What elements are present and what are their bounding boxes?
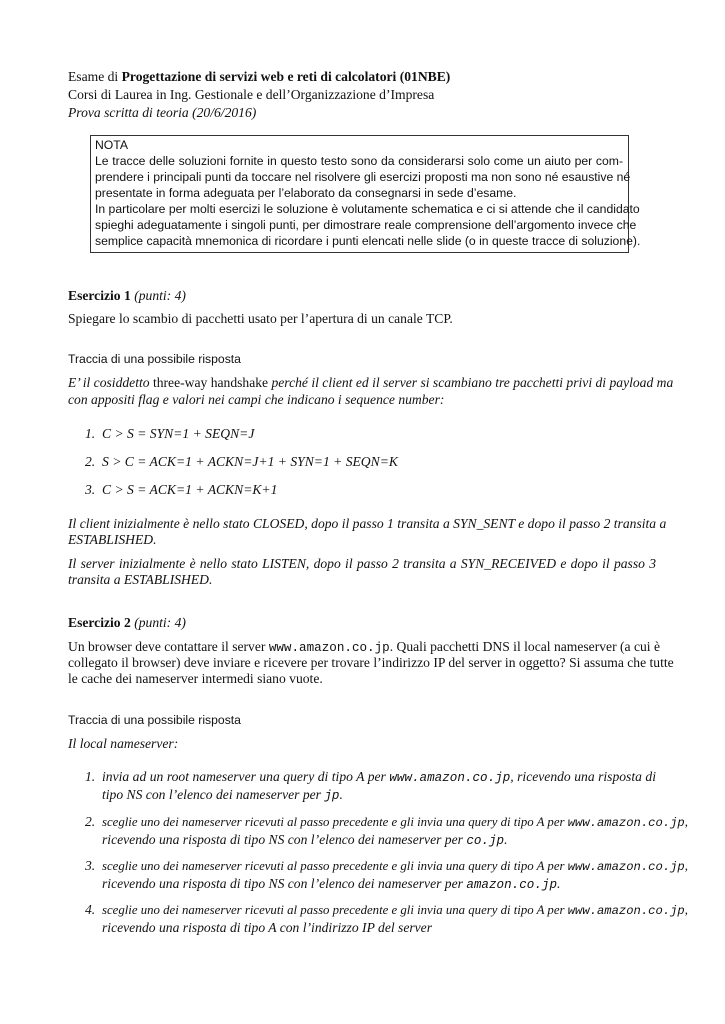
handshake-step-number: 3. [85, 482, 96, 497]
exercise-1-trace-label: Traccia di una possibile risposta [68, 352, 241, 366]
hostname: amazon.co.jp [466, 878, 558, 892]
dns-step-number: 3. [85, 858, 96, 873]
exercise-1-intro [68, 374, 674, 392]
client-states-line2: ESTABLISHED. [68, 532, 157, 547]
exercise-1-heading [68, 287, 186, 305]
exercise-2-label: Esercizio 2 [68, 615, 131, 630]
exercise-2-heading [68, 614, 186, 632]
hostname: www.amazon.co.jp [567, 904, 685, 918]
hostname: www.amazon.co.jp [389, 771, 511, 785]
exercise-2-question-line3: le cache dei nameserver intermedi siano vuote. [68, 671, 323, 686]
hostname: www.amazon.co.jp [567, 860, 685, 874]
note-line: presentate in forma adeguata per l’elaborato da consegnarsi in sede d’esame. [95, 186, 517, 200]
dns-step [102, 901, 702, 920]
hostname: www.amazon.co.jp [567, 816, 685, 830]
dns-step-text: , [684, 903, 688, 917]
dns-step-line2 [102, 831, 508, 850]
dns-step-line2 [102, 875, 560, 894]
question-text: Un browser deve contattare il server [68, 639, 269, 654]
dns-step-line2 [102, 786, 343, 805]
server-states: Il server inizialmente è nello stato LISTEN, dopo il passo 2 transita a SYN_RECEIVED e dopo il passo 3 [68, 556, 656, 571]
dns-step-number: 4. [85, 902, 96, 917]
exercise-2-question-line2: collegato il browser) deve inviare e ricevere per trovare l’indirizzo IP del server in oggetto? Si assuma che tutte [68, 655, 674, 670]
dns-step-text: sceglie uno dei nameserver ricevuti al passo precedente e gli invia una query di tipo A per [102, 815, 568, 829]
hostname: jp [324, 789, 340, 803]
note-line: In particolare per molti esercizi le soluzione è volutamente schematica e ci si attende che il candidato [95, 202, 640, 216]
dns-step-text: , [684, 815, 688, 829]
dns-step-text: sceglie uno dei nameserver ricevuti al passo precedente e gli invia una query di tipo A per [102, 859, 568, 873]
exercise-2-points: (punti: 4) [134, 615, 186, 630]
exercise-2-trace-label: Traccia di una possibile risposta [68, 713, 241, 727]
intro-text: perché il client ed il server si scambiano tre pacchetti privi di payload ma [268, 375, 674, 390]
exam-title [68, 68, 450, 86]
degree-line: Corsi di Laurea in Ing. Gestionale e dell’Organizzazione d’Impresa [68, 87, 435, 102]
note-line: spieghi adeguatamente i singoli punti, per dimostrare reale comprensione dell’argomento invece che [95, 218, 637, 232]
handshake-step: C > S = SYN=1 + SEQN=J [102, 426, 255, 441]
dns-step-line2: ricevendo una risposta di tipo A con l’indirizzo IP del server [102, 920, 432, 935]
dns-step [102, 768, 656, 787]
exercise-1-intro-line2: con appositi flag e valori nei campi che indicano i sequence number: [68, 392, 445, 407]
intro-text: E’ il cosiddetto [68, 375, 153, 390]
note-line: semplice capacità mnemonica di ricordare i punti elencati nelle slide (o in queste tracce di soluzione). [95, 234, 641, 248]
dns-step-text: . [557, 876, 561, 891]
dns-step-text: sceglie uno dei nameserver ricevuti al passo precedente e gli invia una query di tipo A per [102, 903, 568, 917]
exercise-2-intro: Il local nameserver: [68, 736, 179, 751]
intro-term: three-way handshake [152, 375, 269, 390]
test-date: Prova scritta di teoria (20/6/2016) [68, 105, 257, 120]
note-line: Le tracce delle soluzioni fornite in questo testo sono da considerarsi solo come un aiuto per com- [95, 154, 623, 168]
dns-step-text: tipo NS con l’elenco dei nameserver per [102, 787, 325, 802]
dns-step-number: 2. [85, 814, 96, 829]
dns-step-text: ricevendo una risposta di tipo NS con l’elenco dei nameserver per [102, 876, 467, 891]
handshake-step-number: 1. [85, 426, 96, 441]
dns-step-text: , ricevendo una risposta di [510, 769, 656, 784]
handshake-step: S > C = ACK=1 + ACKN=J+1 + SYN=1 + SEQN=K [102, 454, 398, 469]
dns-step [102, 857, 702, 876]
exercise-1-question: Spiegare lo scambio di pacchetti usato per l’apertura di un canale TCP. [68, 311, 453, 326]
dns-step-text: invia ad un root nameserver una query di tipo A per [102, 769, 390, 784]
note-line: prendere i principali punti da toccare nel risolvere gli esercizi proposti ma non sono né esaustive né [95, 170, 631, 184]
dns-step-number: 1. [85, 769, 96, 784]
hostname: www.amazon.co.jp [268, 641, 390, 655]
question-text: . Quali pacchetti DNS il local nameserver (a cui è [389, 639, 660, 654]
course-title: Progettazione di servizi web e reti di calcolatori (01NBE) [121, 69, 451, 84]
dns-step-text: , [684, 859, 688, 873]
dns-step-text: . [339, 787, 343, 802]
note-title: NOTA [95, 138, 128, 152]
handshake-step: C > S = ACK=1 + ACKN=K+1 [102, 482, 278, 497]
exercise-1-label: Esercizio 1 [68, 288, 131, 303]
server-states-line2: transita a ESTABLISHED. [68, 572, 213, 587]
dns-step-text: ricevendo una risposta di tipo NS con l’elenco dei nameserver per [102, 832, 467, 847]
dns-step [102, 813, 702, 832]
client-states: Il client inizialmente è nello stato CLOSED, dopo il passo 1 transita a SYN_SENT e dopo il passo 2 transita a [68, 516, 667, 531]
exercise-1-points: (punti: 4) [134, 288, 186, 303]
handshake-step-number: 2. [85, 454, 96, 469]
exam-title-prefix: Esame di [68, 69, 122, 84]
dns-step-text: . [504, 832, 508, 847]
hostname: co.jp [466, 834, 505, 848]
